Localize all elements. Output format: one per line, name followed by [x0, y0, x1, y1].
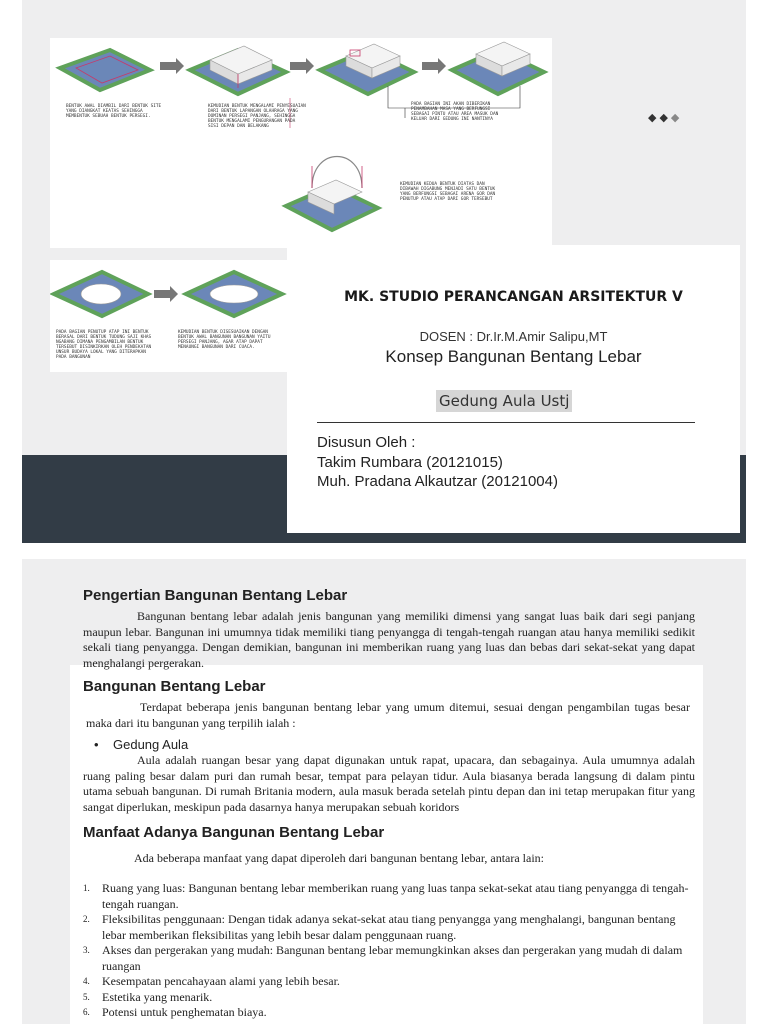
- authors-block: [317, 433, 558, 492]
- subject-title: Konsep Bangunan Bentang Lebar: [385, 347, 642, 366]
- divider: [317, 422, 695, 423]
- site-plate-4: [452, 42, 544, 94]
- author-2: Muh. Pradana Alkautzar (20121004): [317, 473, 558, 490]
- course-title: MK. STUDIO PERANCANGAN ARSITEKTUR V: [344, 289, 683, 305]
- heading-definition: Pengertian Bangunan Bentang Lebar: [83, 587, 348, 604]
- paragraph-aula: Aula adalah ruangan besar yang dapat digunakan untuk rapat, upacara, dan sebagainya. Aula umumnya adalah ruang paling besar dalam puri dan rumah besar, tempat para pelayan tidur. Aula biasanya berada langsung di dalam pintu utama sebuah bangunan. Di rumah Britania modern, aula masuk berada setelah pintu depan dan ini tetap merupakan fitur yang sangat diperlukan, meskipun pada dasarnya hanya merupakan sebuah koridors: [83, 753, 695, 814]
- site-plate-3: [320, 44, 414, 94]
- arrow-4: [154, 286, 178, 302]
- paragraph-benefits-intro: Ada beberapa manfaat yang dapat diperoleh dari bangunan bentang lebar, antara lain:: [134, 851, 544, 865]
- benefits-list: [83, 881, 695, 1021]
- heading-benefits: Manfaat Adanya Bangunan Bentang Lebar: [83, 824, 385, 841]
- bullet-text: Gedung Aula: [113, 737, 189, 752]
- roof-plate-2: [186, 272, 282, 316]
- authored-by-label: Disusun Oleh :: [317, 434, 416, 451]
- caption-6: KEMUDIAN BENTUK DISESUAIKAN DENGAN BENTUK AWAL BANGUNAN BANGUNAN YAITU PERSEGI PANJANG, AGAR ATAP DAPAT MENAUNGI BANGUNAN DARI CUACA.: [178, 330, 271, 350]
- roof-plate-1: [54, 272, 148, 316]
- site-plate-2: [190, 46, 286, 94]
- caption-4: KEMUDIAN KEDUA BENTUK DIATAS DAN DIBAWAH DIGABUNG MENJADI SATU BENTUK YANG BERFUNGSI SEBAGAI ARENA GOR DAN PENUTUP ATAU ATAP DARI GOR TERSEBUT: [400, 182, 496, 202]
- title-slide: [22, 0, 746, 543]
- building-name-label: Gedung Aula Ustj: [436, 390, 572, 412]
- list-item: 3. Akses dan pergerakan yang mudah: Bangunan bentang lebar memungkinkan akses dan pergerakan yang mudah di dalam ruangan: [83, 943, 683, 973]
- bullet-item: • Gedung Aula: [94, 737, 189, 752]
- caption-2: KEMUDIAN BENTUK MENGALAMI PENYESUAIAN DARI BENTUK LAPANGAN OLAHRAGA YANG DOMINAN PERSEGI PANJANG, SEHINGGA BENTUK MENGALAMI PENGURANGAN PADA SISI DEPAN DAN BELAKANG: [208, 104, 306, 129]
- site-plate-5: [286, 157, 378, 231]
- decorative-dots: ◆◆◆: [648, 112, 683, 124]
- paragraph-definition: Bangunan bentang lebar adalah jenis bangunan yang memiliki dimensi yang sangat luas baik dari segi panjang maupun lebar. Bangunan ini umumnya tidak memiliki tiang penyangga di tengah-tengah ruangan atau hanya memiliki sedikit sekali tiang penyangga. Dengan demikian, bangunan ini memberikan ruang yang luas dan bebas dari sekat-sekat yang dapat menghalangi pergerakan.: [83, 609, 695, 670]
- author-1: Takim Rumbara (20121015): [317, 453, 503, 471]
- list-item: 4. Kesempatan pencahayaan alami yang lebih besar.: [83, 974, 340, 988]
- content-slide: [22, 559, 746, 1024]
- massing-diagram-bottom: [50, 260, 290, 372]
- arrow-3: [422, 58, 446, 74]
- list-item: 1. Ruang yang luas: Bangunan bentang lebar memberikan ruang yang luas tanpa sekat-sekat atau tiang penyangga di tengah-tengah ruangan.: [83, 881, 689, 911]
- arrow-1: [160, 58, 184, 74]
- caption-3: PADA BAGIAN INI AKAN DIBERIKAN PENAMBAHAN MASA YANG BERFUNGSI SEBAGAI PINTU ATAU AREA MASUK DAN KELUAR DARI GEDUNG INI NANTINYA: [411, 102, 499, 122]
- list-item: 2. Fleksibilitas penggunaan: Dengan tidak adanya sekat-sekat atau tiang penyangga yang menghalangi, bangunan bentang lebar memberikan fleksibilitas yang lebih besar dalam penggunaan ruang.: [83, 912, 676, 942]
- site-plate-1: [60, 50, 150, 90]
- caption-5: PADA BAGIAN PENUTUP ATAP INI BENTUK BERASAL DARI BENTUK TUDUNG SAJI KHAS NGABANG DIMANA PENGAMBILAN BENTUK TERSEBUT DISINKIRKAN OLEH PENDEKATAN UNSUR BUDAYA LOKAL YANG DITERAPKAN PADA BANGUNAN: [56, 330, 152, 360]
- list-item: 5. Estetika yang menarik.: [83, 989, 213, 1004]
- massing-diagram-top: [50, 38, 552, 248]
- massing-diagram-svg: [50, 38, 552, 248]
- arrow-2: [290, 58, 314, 74]
- title-card: [287, 245, 740, 533]
- lecturer-name: DOSEN : Dr.Ir.M.Amir Salipu,MT: [419, 329, 608, 344]
- heading-building-type: Bangunan Bentang Lebar: [83, 678, 266, 695]
- paragraph-building-type: Terdapat beberapa jenis bangunan bentang lebar yang umum ditemui, sesuai dengan pengambilan tugas besar maka dari itu bangunan yang terpilih ialah :: [86, 700, 690, 730]
- list-item: 6. Potensi untuk penghematan biaya.: [83, 1005, 267, 1019]
- caption-1: BENTUK AWAL DIAMBIL DARI BENTUK SITE YANG DIANGKAT KEATAS SEHINGGA MEMBENTUK SEBUAH BENTUK PERSEGI.: [66, 104, 162, 119]
